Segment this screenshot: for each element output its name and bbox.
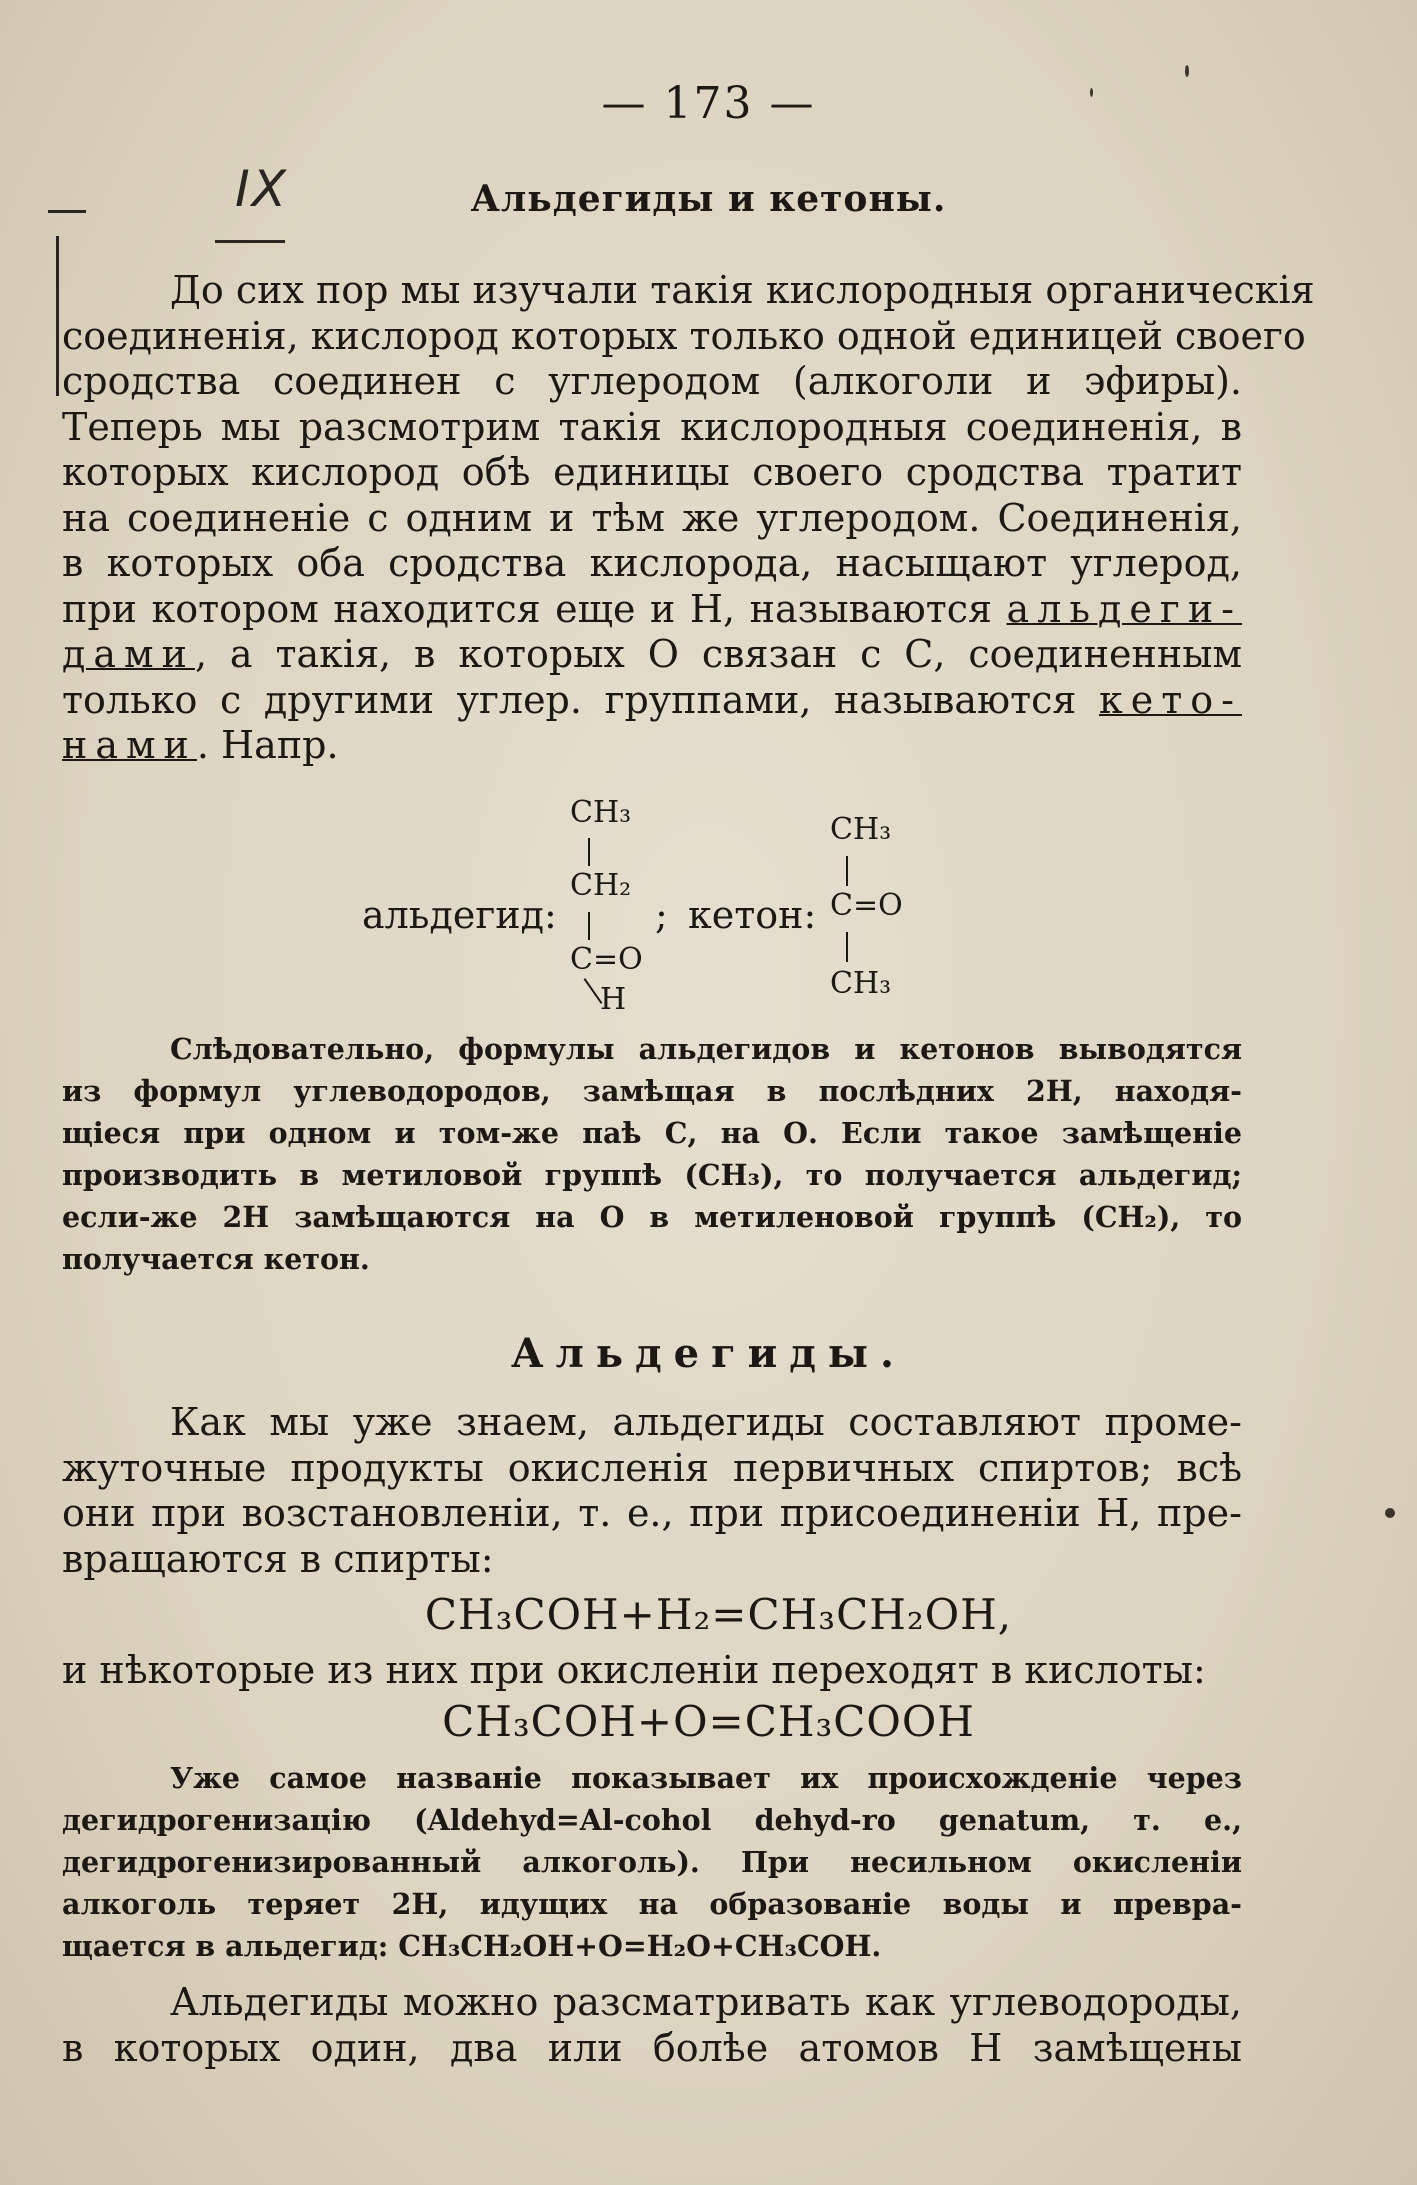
text-line: щается в альдегид: CH₃CH₂OH+O=H₂O+CH₃COH. bbox=[62, 1929, 882, 1963]
term-ketones-cont: нами bbox=[62, 723, 197, 767]
text-line: вращаются в спирты: bbox=[62, 1536, 494, 1581]
intro-paragraph bbox=[62, 268, 1315, 769]
paper-speck bbox=[1090, 88, 1093, 97]
text-line: алкоголь теряет 2Н, идущих на образованіе воды и превра- bbox=[62, 1887, 1242, 1921]
closing-paragraph bbox=[62, 1980, 1242, 2071]
small-print-note bbox=[62, 1028, 1242, 1280]
bond-line bbox=[588, 912, 590, 940]
term-ketones: кето- bbox=[1099, 677, 1242, 722]
text-fragment: , а такія, в которых О связан с С, соединенным bbox=[194, 632, 1242, 676]
text-line bbox=[62, 632, 1242, 678]
term-aldehydes-cont: дами bbox=[62, 632, 195, 676]
ketone-ch3-bottom: CH₃ bbox=[830, 966, 892, 1001]
aldehyde-co: C=O bbox=[570, 942, 643, 977]
bond-line bbox=[846, 856, 848, 886]
margin-underline bbox=[215, 240, 285, 243]
text-line: До сих пор мы изучали такія кислородныя органическія bbox=[170, 268, 1315, 312]
text-line: сродства соединен с углеродом (алкоголи и эфиры). bbox=[62, 359, 1242, 403]
text-line: из формул углеводородов, замѣщая в послѣдних 2Н, находя- bbox=[62, 1074, 1242, 1108]
text-line: Альдегиды можно разсматривать как углеводороды, bbox=[170, 1980, 1242, 2024]
separator: ; bbox=[655, 893, 668, 937]
margin-bracket bbox=[56, 236, 59, 396]
text-line: и нѣкоторые из них при окисленіи переходят в кислоты: bbox=[62, 1648, 1206, 1692]
text-line: в которых один, два или болѣе атомов Н замѣщены bbox=[62, 2025, 1242, 2070]
text-line: они при возстановленіи, т. е., при присоединеніи Н, пре- bbox=[62, 1491, 1242, 1535]
text-line: Уже самое названіе показывает их происхожденіе через bbox=[170, 1761, 1242, 1795]
text-line: в которых оба сродства кислорода, насыщают углерод, bbox=[62, 541, 1242, 585]
handwritten-margin-note: IX bbox=[235, 160, 288, 218]
text-fragment: при котором находится еще и Н, называются bbox=[62, 586, 1007, 631]
text-line bbox=[62, 723, 1242, 769]
ketone-co: C=O bbox=[830, 888, 903, 923]
term-aldehydes: альдеги- bbox=[1006, 586, 1242, 631]
page-number: — 173 — bbox=[601, 78, 816, 129]
text-line: получается кетон. bbox=[62, 1242, 370, 1276]
ketone-label: кетон: bbox=[688, 893, 817, 937]
equation-reduction: CH₃COH+H₂=CH₃CH₂OH, bbox=[424, 1590, 1013, 1639]
paper-speck bbox=[1385, 1508, 1395, 1518]
text-line: жуточные продукты окисленія первичных спиртов; всѣ bbox=[62, 1445, 1242, 1490]
aldehydes-paragraph bbox=[62, 1400, 1242, 1582]
bond-line bbox=[588, 838, 590, 866]
text-fragment: . Напр. bbox=[196, 723, 339, 767]
text-line: Слѣдовательно, формулы альдегидов и кетонов выводятся bbox=[170, 1032, 1242, 1066]
aldehyde-ch3: CH₃ bbox=[570, 795, 632, 830]
text-line: дегидрогенизацію (Aldehyd=Al-cohol dehyd-ro genatum, т. е., bbox=[62, 1803, 1242, 1837]
small-print-note bbox=[62, 1757, 1242, 1967]
text-line: если-же 2Н замѣщаются на О в метиленовой группѣ (СН₂), то bbox=[62, 1200, 1242, 1234]
text-line: щіеся при одном и том-же паѣ С, на О. Если такое замѣщеніе bbox=[62, 1116, 1242, 1150]
text-line: на соединеніе с одним и тѣм же углеродом. Соединенія, bbox=[62, 495, 1242, 540]
text-line: дегидрогенизированный алкоголь). При несильном окисленіи bbox=[62, 1845, 1242, 1879]
text-fragment: только с другими углер. группами, называются bbox=[62, 677, 1100, 722]
text-line: которых кислород обѣ единицы своего сродства тратит bbox=[62, 450, 1242, 494]
subsection-title: Альдегиды. bbox=[511, 1330, 906, 1377]
aldehyde-h: H bbox=[600, 982, 627, 1017]
aldehyde-label: альдегид: bbox=[362, 893, 557, 937]
text-line bbox=[62, 587, 1242, 633]
text-line bbox=[62, 678, 1242, 724]
bond-line bbox=[846, 932, 848, 962]
aldehyde-ch2: CH₂ bbox=[570, 868, 632, 903]
section-title: Альдегиды и кетоны. bbox=[470, 178, 947, 220]
text-line: Теперь мы разсмотрим такія кислородныя соединенія, в bbox=[62, 404, 1242, 449]
text-line: соединенія, кислород которых только одной единицей своего bbox=[62, 313, 1306, 358]
text-line: производить в метиловой группѣ (СН₃), то получается альдегид; bbox=[62, 1158, 1242, 1192]
paper-speck bbox=[1185, 65, 1189, 77]
ketone-ch3-top: CH₃ bbox=[830, 812, 892, 847]
text-line: Как мы уже знаем, альдегиды составляют проме- bbox=[170, 1400, 1242, 1444]
equation-oxidation: CH₃COH+O=CH₃COOH bbox=[442, 1697, 975, 1746]
text-paragraph bbox=[62, 1648, 1242, 1694]
